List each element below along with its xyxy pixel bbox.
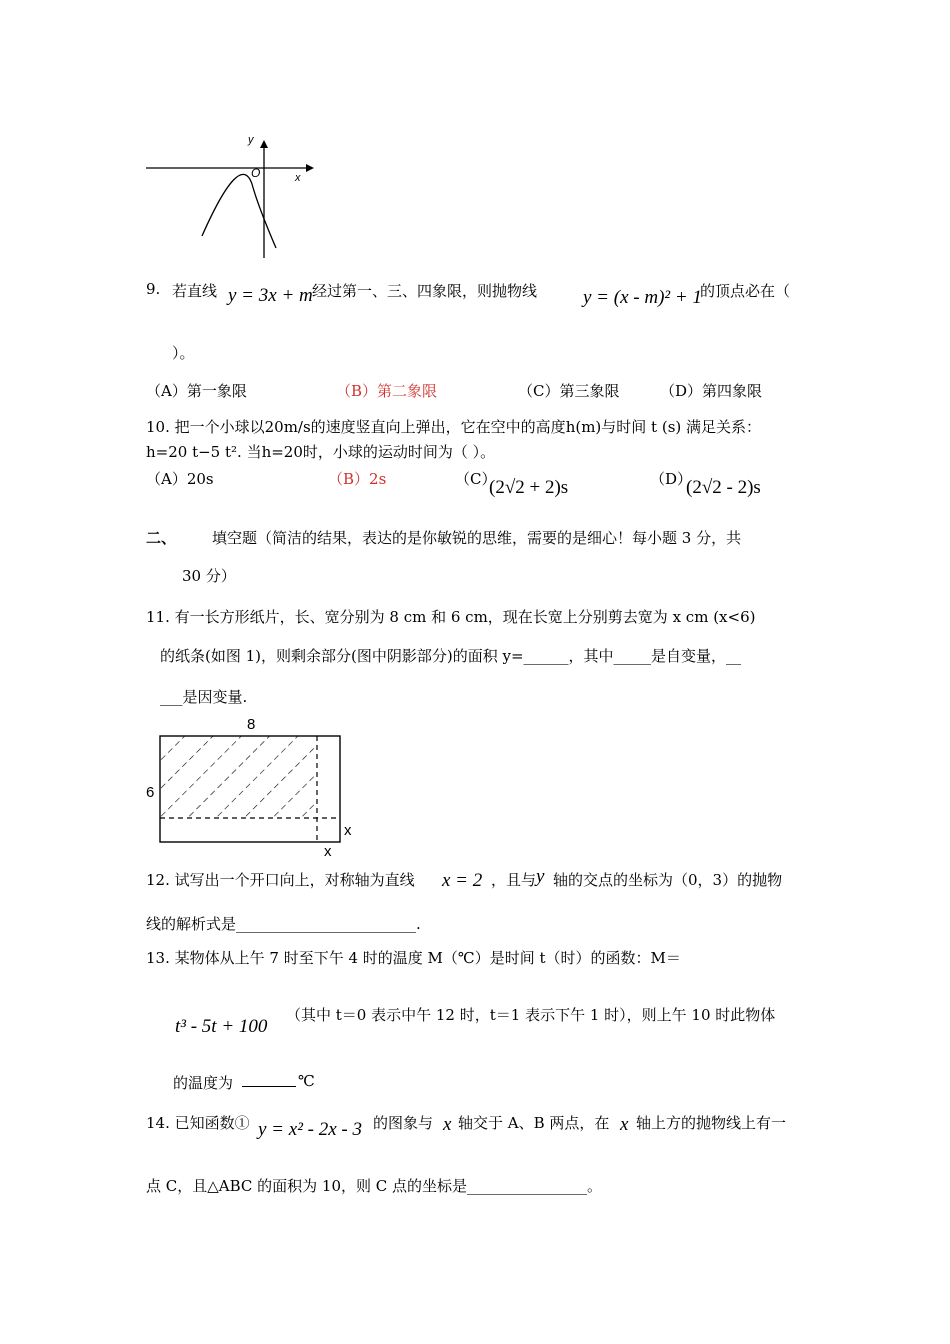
q14-text-b: 的图象与 xyxy=(373,1114,434,1132)
graph-origin-label: O xyxy=(251,166,261,180)
q9-equation-line: y = 3x + m xyxy=(228,285,313,306)
q9-equation-parabola: y = (x - m)² + 1 xyxy=(583,287,702,308)
q14-text-d: 轴上方的抛物线上有一 xyxy=(636,1114,787,1132)
figure1-rectangle xyxy=(158,734,343,844)
q9-text-c: 的顶点必在（ xyxy=(700,282,791,300)
q10-line1: 10. 把一个小球以20m/s的速度竖直向上弹出，它在空中的高度h(m)与时间 t (s) 满足关系： xyxy=(146,418,762,436)
q11-line3: ___是因变量. xyxy=(160,688,248,706)
q10-option-a: （A）20s xyxy=(146,470,214,488)
q13-line1: 13. 某物体从上午 7 时至下午 4 时的温度 M（℃）是时间 t（时）的函数：M＝ xyxy=(146,949,681,967)
figure1-right-label: x xyxy=(344,822,352,839)
figure1-top-label: 8 xyxy=(247,716,256,733)
q10-option-d-expr: (2√2 - 2)s xyxy=(686,477,761,498)
q12-text-a: 12. 试写出一个开口向上，对称轴为直线 xyxy=(146,871,415,889)
q10-option-b: （B）2s xyxy=(328,470,387,488)
q9-text-d: ）。 xyxy=(172,344,195,362)
x-axis-arrow xyxy=(306,164,314,172)
q10-option-c: （C） xyxy=(455,470,497,488)
y-axis-arrow xyxy=(260,140,268,148)
q13-line2: （其中 t＝0 表示中午 12 时，t＝1 表示下午 1 时），则上午 10 时此物体 xyxy=(286,1006,776,1024)
q9-option-d: （D）第四象限 xyxy=(660,382,763,400)
q9-number: 9. xyxy=(146,280,161,298)
q13-expression: t³ - 5t + 100 xyxy=(175,1016,268,1037)
q13-line3-a: 的温度为 xyxy=(173,1074,234,1092)
q10-option-d: （D） xyxy=(650,470,693,488)
q9-option-a: （A）第一象限 xyxy=(146,382,247,400)
q10-line2: h=20 t−5 t². 当h=20时，小球的运动时间为（ ）。 xyxy=(146,443,496,461)
q9-text-b: 经过第一、三、四象限，则抛物线 xyxy=(312,282,538,300)
q12-var: y xyxy=(536,866,545,887)
q9-option-b: （B）第二象限 xyxy=(336,382,438,400)
q12-equation: x = 2 xyxy=(442,870,483,891)
q12-text-c: 轴的交点的坐标为（0，3）的抛物 xyxy=(553,871,783,889)
q10-option-c-expr: (2√2 + 2)s xyxy=(489,477,569,498)
parabola-curve xyxy=(202,174,276,248)
q12-line2: 线的解析式是________________________. xyxy=(146,915,421,933)
q14-text-c: 轴交于 A、B 两点，在 xyxy=(458,1114,610,1132)
graph-y-label: y xyxy=(248,134,254,146)
section2-title2: 30 分） xyxy=(182,567,236,585)
q11-line2: 的纸条(如图 1)，则剩余部分(图中阴影部分)的面积 y=______，其中_____是自变量，__ xyxy=(160,647,742,665)
figure1-bottom-label: x xyxy=(324,843,332,860)
section2-number: 二、 xyxy=(146,529,177,547)
q14-equation: y = x² - 2x - 3 xyxy=(258,1119,362,1140)
q13-line3-b: ℃ xyxy=(298,1072,315,1090)
q9-text-a: 若直线 xyxy=(172,282,218,300)
q14-line2: 点 C，且△ABC 的面积为 10，则 C 点的坐标是________________。 xyxy=(146,1177,603,1195)
q14-var1: x xyxy=(443,1114,452,1135)
q14-var2: x xyxy=(620,1114,629,1135)
q14-text-a: 14. 已知函数① xyxy=(146,1114,250,1132)
shaded-region xyxy=(160,736,317,818)
figure1-left-label: 6 xyxy=(146,784,155,801)
section2-title: 填空题（简洁的结果，表达的是你敏锐的思维，需要的是细心！每小题 3 分，共 xyxy=(212,529,742,547)
graph-x-label: x xyxy=(295,172,301,184)
q12-text-b: ，且与 xyxy=(491,871,537,889)
parabola-graph xyxy=(140,130,320,265)
q11-line1: 11. 有一长方形纸片，长、宽分别为 8 cm 和 6 cm，现在长宽上分别剪去宽为 x cm (x<6) xyxy=(146,608,756,626)
q13-answer-blank xyxy=(242,1072,296,1087)
q9-option-c: （C）第三象限 xyxy=(518,382,620,400)
